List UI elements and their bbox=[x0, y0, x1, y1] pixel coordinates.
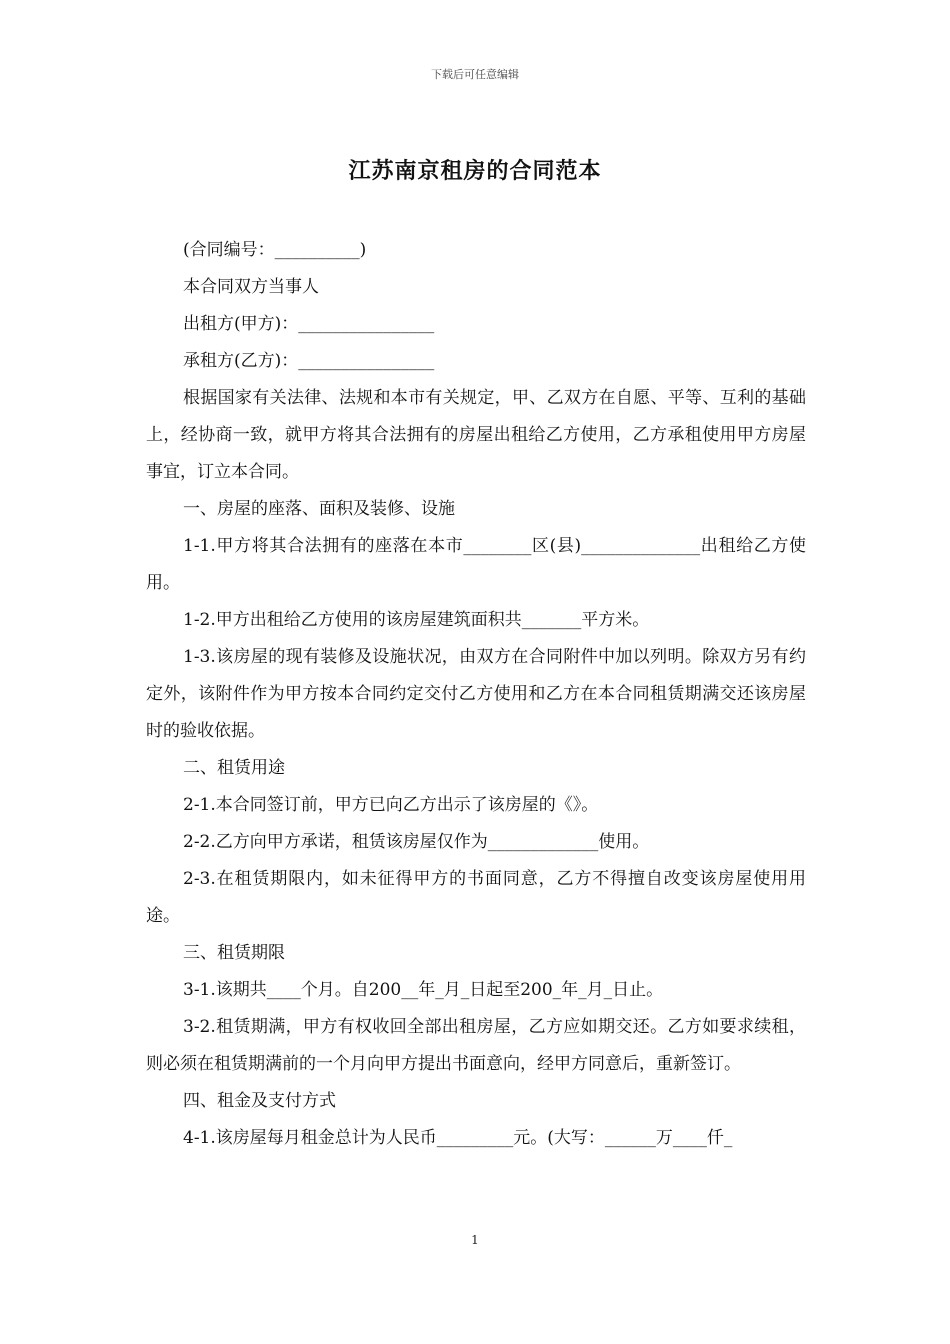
clause-3-1: 3-1.该期共____个月。自200__年_月_日起至200_年_月_日止。 bbox=[183, 980, 664, 1000]
clause-1-3: 1-3.该房屋的现有装修及设施状况，由双方在合同附件中加以列明。除双方另有约定外，该附件作为甲方按本合同约定交付乙方使用和乙方在本合同租赁期满交还该房屋时的验收依据。 bbox=[146, 647, 806, 741]
contract-number: (合同编号：__________) bbox=[183, 240, 367, 260]
clause-1-1: 1-1.甲方将其合法拥有的座落在本市________区(县)______________出租给乙方使用。 bbox=[146, 536, 806, 593]
section-1-heading: 一、房屋的座落、面积及装修、设施 bbox=[183, 499, 455, 519]
clause-3-2: 3-2.租赁期满，甲方有权收回全部出租房屋，乙方应如期交还。乙方如要求续租，则必须在租赁期满前的一个月向甲方提出书面意向，经甲方同意后，重新签订。 bbox=[146, 1017, 806, 1074]
section-4-heading: 四、租金及支付方式 bbox=[183, 1091, 336, 1111]
clause-2-3: 2-3.在租赁期限内，如未征得甲方的书面同意，乙方不得擅自改变该房屋使用用途。 bbox=[146, 869, 806, 926]
clause-4-1: 4-1.该房屋每月租金总计为人民币_________元。(大写：______万____仟_ bbox=[183, 1128, 733, 1148]
preamble-paragraph: 根据国家有关法律、法规和本市有关规定，甲、乙双方在自愿、平等、互利的基础上，经协商一致，就甲方将其合法拥有的房屋出租给乙方使用，乙方承租使用甲方房屋事宜，订立本合同。 bbox=[146, 388, 806, 482]
section-2-heading: 二、租赁用途 bbox=[183, 758, 285, 778]
page-header: 下载后可任意编辑 bbox=[431, 68, 519, 81]
page-number: 1 bbox=[471, 1233, 479, 1247]
clause-2-2: 2-2.乙方向甲方承诺，租赁该房屋仅作为_____________使用。 bbox=[183, 832, 650, 852]
document-body bbox=[146, 232, 806, 1157]
parties-heading: 本合同双方当事人 bbox=[183, 277, 319, 297]
lessor-line: 出租方(甲方)：________________ bbox=[183, 314, 435, 334]
clause-2-1: 2-1.本合同签订前，甲方已向乙方出示了该房屋的《》。 bbox=[183, 795, 599, 815]
document-title: 江苏南京租房的合同范本 bbox=[348, 158, 602, 184]
lessee-line: 承租方(乙方)：________________ bbox=[183, 351, 435, 371]
clause-1-2: 1-2.甲方出租给乙方使用的该房屋建筑面积共_______平方米。 bbox=[183, 610, 650, 630]
section-3-heading: 三、租赁期限 bbox=[183, 943, 285, 963]
